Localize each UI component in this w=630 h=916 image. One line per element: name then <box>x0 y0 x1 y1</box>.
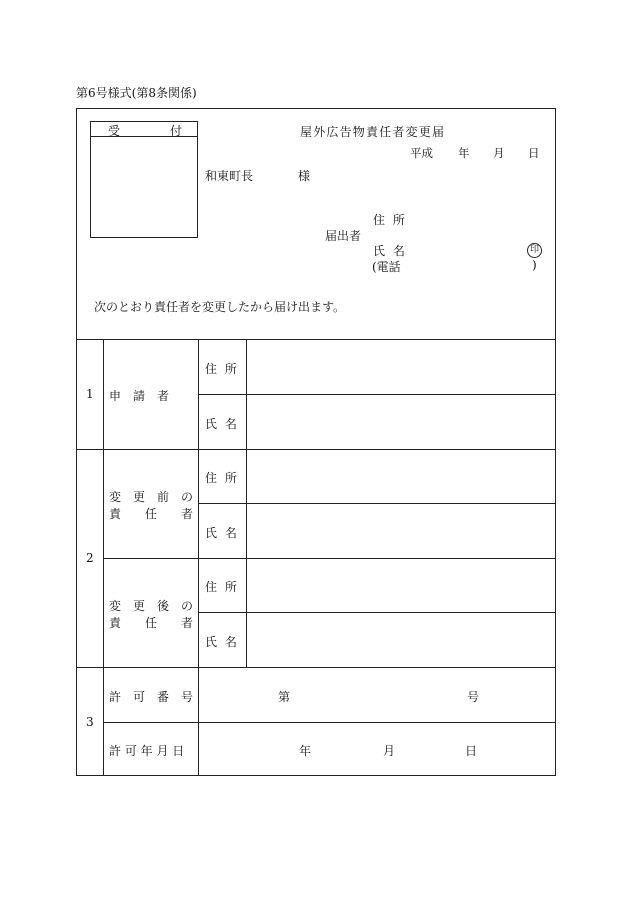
date-day: 日 <box>528 146 540 160</box>
section-2-after-name-field[interactable] <box>247 613 556 667</box>
stamp-label-right: 付 <box>170 124 183 138</box>
section-1-name-field[interactable] <box>247 395 556 449</box>
statement: 次のとおり責任者を変更したから届け出ます。 <box>94 300 346 314</box>
phone-label: (電話 <box>372 260 401 274</box>
date-era: 平成 <box>410 146 433 160</box>
date-month: 月 <box>493 146 505 160</box>
addressee: 和東町長 <box>205 169 254 183</box>
permit-date-field[interactable] <box>199 723 556 776</box>
permit-number-dai: 第 <box>278 690 291 704</box>
section-1-address-field[interactable] <box>247 340 556 394</box>
honorific: 様 <box>298 169 311 183</box>
section-2-after-line2: 責 任 者 <box>109 616 194 630</box>
section-2-after-line1: 変 更 後 の <box>109 599 194 613</box>
seal-mark: 印 <box>527 243 542 258</box>
section-2-before-name-label: 氏 名 <box>205 526 237 540</box>
stamp-label-left: 受 <box>108 124 121 138</box>
permit-number-go: 号 <box>467 690 480 704</box>
submitter-address-label: 住 所 <box>373 213 405 227</box>
number-column-line <box>103 339 104 776</box>
section-2-after-address-field[interactable] <box>247 559 556 612</box>
section-1-address-label: 住 所 <box>205 362 237 376</box>
date-year: 年 <box>458 146 470 160</box>
permit-date-day: 日 <box>465 744 478 758</box>
section-2-before-line2: 責 任 者 <box>109 507 194 521</box>
submitter-label: 届出者 <box>325 229 362 243</box>
section-2-before-address-field[interactable] <box>247 450 556 503</box>
section-2-before-name-field[interactable] <box>247 504 556 558</box>
permit-number-label: 許 可 番 号 <box>109 690 194 704</box>
form-number: 第6号様式(第8条関係) <box>76 86 197 100</box>
permit-number-field[interactable] <box>199 668 556 722</box>
section-1-label: 申 請 者 <box>109 389 170 403</box>
form-title: 屋外広告物責任者変更届 <box>300 125 446 139</box>
section-1-name-label: 氏 名 <box>205 417 237 431</box>
permit-date-year: 年 <box>299 744 312 758</box>
section-2-before-line1: 変 更 前 の <box>109 490 194 504</box>
phone-close: ) <box>532 258 537 272</box>
section-3-number: 3 <box>86 715 94 729</box>
permit-date-label: 許 可 年 月 日 <box>109 744 185 758</box>
section-2-number: 2 <box>86 551 94 565</box>
submitter-name-label: 氏 名 <box>373 244 405 258</box>
section-2-after-address-label: 住 所 <box>205 580 237 594</box>
section-2-after-name-label: 氏 名 <box>205 635 237 649</box>
permit-date-month: 月 <box>383 744 396 758</box>
section-2-before-address-label: 住 所 <box>205 471 237 485</box>
section-1-number: 1 <box>86 387 94 401</box>
